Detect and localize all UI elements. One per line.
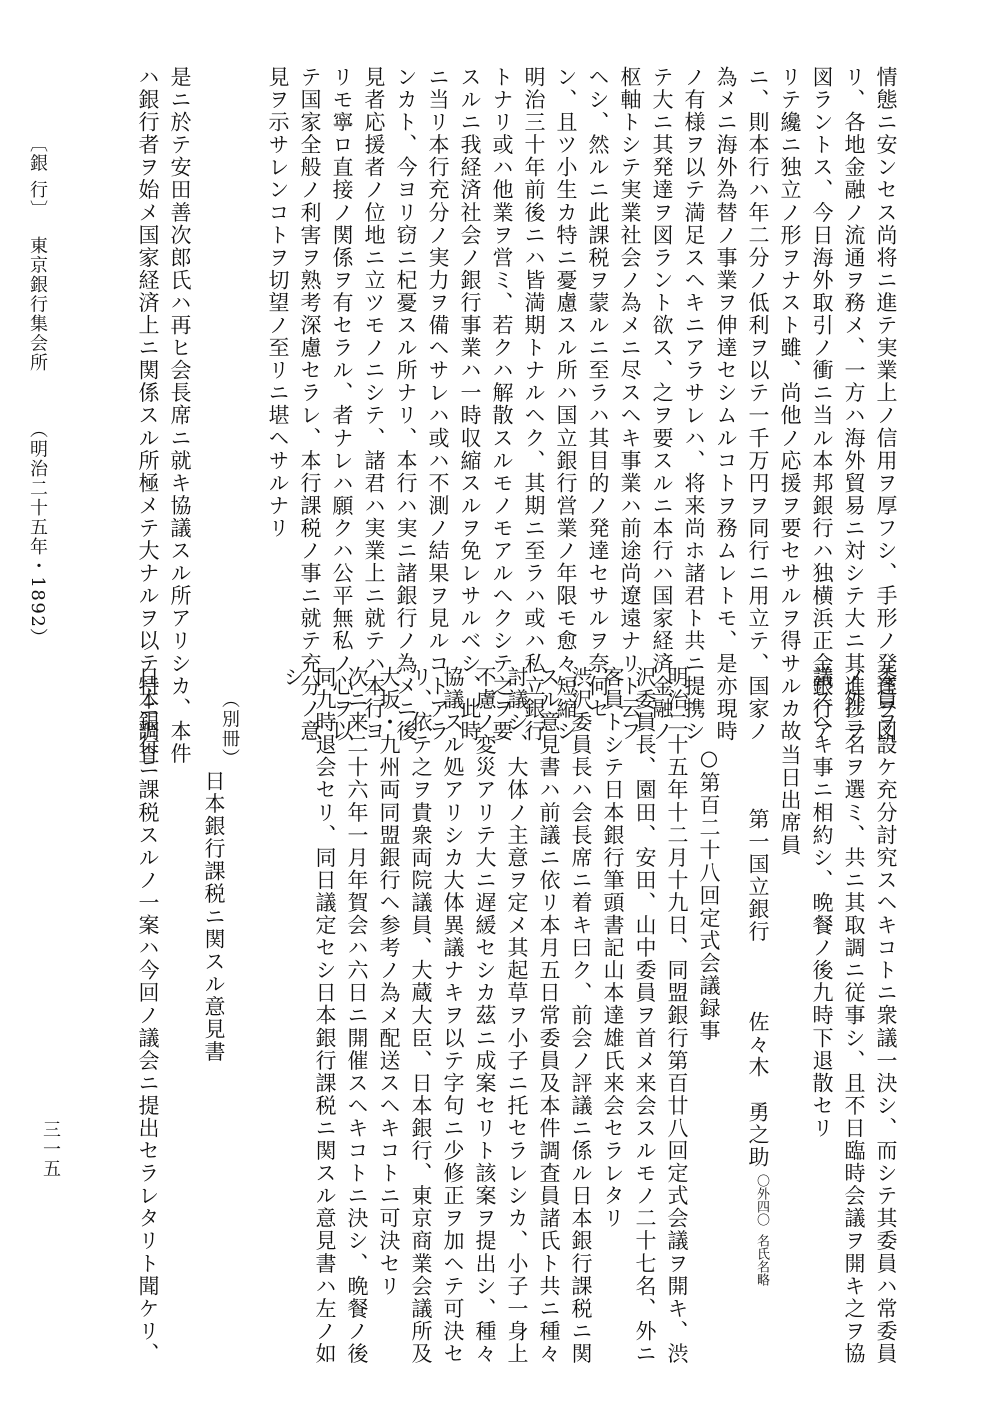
text-line: スルニ我経済社会ノ銀行事業ハ一時収縮スルヲ免レサルベシ、此時 xyxy=(458,66,482,743)
text-line: 図ラントス、今日海外取引ノ衝ニ当ル本邦銀行ハ独横浜正金銀行ア xyxy=(810,66,834,743)
text-line: 討議シ、大体ノ主意ヲ定メ其起草ヲ小子ニ托セラレシカ、小子一身上 xyxy=(505,666,529,1366)
text-line: 議スヘキ事ニ相約シ、晩餐ノ後九時下退散セリ xyxy=(810,666,834,1140)
text-line: リ、各地金融ノ流通ヲ務メ、一方ハ海外貿易ニ対シテ大ニ其進捗ヲ xyxy=(842,66,866,743)
text-line: テ大ニ其発達ヲ図ラント欲ス、之ヲ要スルニ本行ハ国家経済金融ノ xyxy=(650,66,674,743)
section-heading: ○第百二十八回定式会議録事 xyxy=(697,746,721,1043)
attendees-heading: 当日出席員 xyxy=(778,744,802,857)
text-line: ニ、則本行ハ年二分ノ低利ヲ以テ一千万円ヲ同行ニ用立テ、国家ノ xyxy=(746,66,770,743)
text-line: 見ヲ示サレンコトヲ切望ノ至リニ堪ヘサルナリ xyxy=(266,66,290,540)
text-line: 見者応援者ノ位地ニ立ツモノニシテ、諸君ハ実業上ニ就テハ本行ヨ xyxy=(362,66,386,743)
text-line: ヘシ、然ルニ此課税ヲ蒙ルニ至ラハ其目的ノ発達セサルヲ奈何セ xyxy=(586,66,610,720)
footer-era: （明治二十五年・1892） xyxy=(27,420,48,648)
text-line: 渋沢委員長ハ会長席ニ着キ曰ク、前会ノ評議ニ係ル日本銀行課税ニ関 xyxy=(569,666,593,1366)
footer-section: 〔銀 行〕 xyxy=(27,134,48,220)
text-line: ン、且ツ小生カ特ニ憂慮スル所ハ国立銀行営業ノ年限モ愈々短縮シ xyxy=(554,66,578,743)
text-line: シ xyxy=(281,666,305,689)
text-line: 情態ニ安ンセス尚将ニ進テ実業上ノ信用ヲ厚フシ、手形ノ発達ヲ図 xyxy=(874,66,898,743)
text-line: 次ニ来二十六年一月年賀会ハ六日ニ開催スヘキコトニ決シ、晩餐ノ後 xyxy=(345,666,369,1366)
text-line: ニ当リ本行充分ノ実力ヲ備ヘサレハ或ハ不測ノ結果ヲ見ルコトアラ xyxy=(426,66,450,743)
text-line: 日本銀行ニ課税スルノ一案ハ今回ノ議会ニ提出セラレタリト聞ケリ、 xyxy=(136,666,160,1366)
text-line: 同九時退会セリ、同日議定セシ日本銀行課税ニ関スル意見書ハ左ノ如 xyxy=(313,666,337,1366)
attendee-note-1: 〇外四〇 xyxy=(754,1174,769,1226)
text-line: 協議スル処アリシカ大体異議ナキヲ以テ字句ニ少修正ヲ加ヘテ可決セ xyxy=(441,666,465,1366)
text-line: テ国家全般ノ利害ヲ熟考深慮セラレ、本行課税ノ事ニ就テ充分ノ意 xyxy=(298,66,322,743)
attendee-line: 第一国立銀行 佐々木 勇之助 xyxy=(746,808,770,1169)
text-line: 不慮ノ変災アリテ大ニ遅緩セシカ茲ニ成案セリト該案ヲ提出シ、種々 xyxy=(473,666,497,1366)
appendix-label: （別冊） xyxy=(219,690,240,769)
text-line: 明治三十年前後ニハ皆満期トナルヘク、其期ニ至ラハ或ハ私立銀行 xyxy=(522,66,546,743)
text-line: ハ銀行者ヲ始メ国家経済上ニ関係スル所極メテ大ナルヲ以テ特ニ調査 xyxy=(136,66,160,766)
text-line: 客員トシテ日本銀行筆頭書記山本達雄氏来会セラレタリ xyxy=(601,666,625,1230)
text-line: ノ有様ヲ以テ満足スヘキニアラサレハ、将来尚ホ諸君ト共ニ提携シ xyxy=(682,66,706,743)
document-title: 日本銀行課税ニ関スル意見書 xyxy=(202,770,226,1064)
text-line: トナリ或ハ他業ヲ営ミ、若クハ解散スルモノモアルヘクシテ之ヲ要 xyxy=(490,66,514,743)
text-line: ノ外三名ヲ選ミ、共ニ其取調ニ従事シ、且不日臨時会議ヲ開キ之ヲ協 xyxy=(842,666,866,1366)
text-line: リモ寧ロ直接ノ関係ヲ有セラル、者ナレハ願クハ公平無私ノ心ヲ以 xyxy=(330,66,354,743)
footer-association: 東京銀行集会所 xyxy=(27,236,48,373)
text-line: ンカト、今ヨリ窃ニ杞憂スル所ナリ、本行ハ実ニ諸銀行ノ為メニ後 xyxy=(394,66,418,743)
text-line: リ、依テ之ヲ貴衆両院議員、大蔵大臣、日本銀行、東京商業会議所及 xyxy=(409,666,433,1366)
text-line: スル意見書ハ前議ニ依リ本月五日常委員及本件調査員諸氏ト共ニ種々 xyxy=(537,666,561,1366)
attendee-note xyxy=(747,1174,768,1286)
text-line: 是ニ於テ安田善次郎氏ハ再ヒ会長席ニ就キ協議スル所アリシカ、本件 xyxy=(168,66,192,766)
text-line: 大坂・九州両同盟銀行ヘ参考ノ為メ配送スヘキコトニ可決セリ xyxy=(377,666,401,1298)
text-line: 明治二十五年十二月十九日、同盟銀行第百廿八回定式会議ヲ開キ、渋 xyxy=(665,666,689,1366)
text-line: 沢委員長、園田、安田、山中委員ヲ首メ来会スルモノ二十七名、外ニ xyxy=(633,666,657,1366)
text-line: リテ纔ニ独立ノ形ヲナスト雖、尚他ノ応援ヲ要セサルヲ得サルカ故 xyxy=(778,66,802,743)
text-line: 為メニ海外為替ノ事業ヲ伸達セシムルコトヲ務ムレトモ、是亦現時 xyxy=(714,66,738,743)
attendee-note-2: 名氏名略 xyxy=(754,1234,769,1287)
text-line: 委員ヲ設ケ充分討究スヘキコトニ衆議一決シ、而シテ其委員ハ常委員 xyxy=(874,666,898,1366)
page-number: 三一五 xyxy=(40,1120,61,1179)
text-line: 枢軸トシテ実業社会ノ為メニ尽スヘキ事業ハ前途尚遼遠ナリト云フ xyxy=(618,66,642,743)
